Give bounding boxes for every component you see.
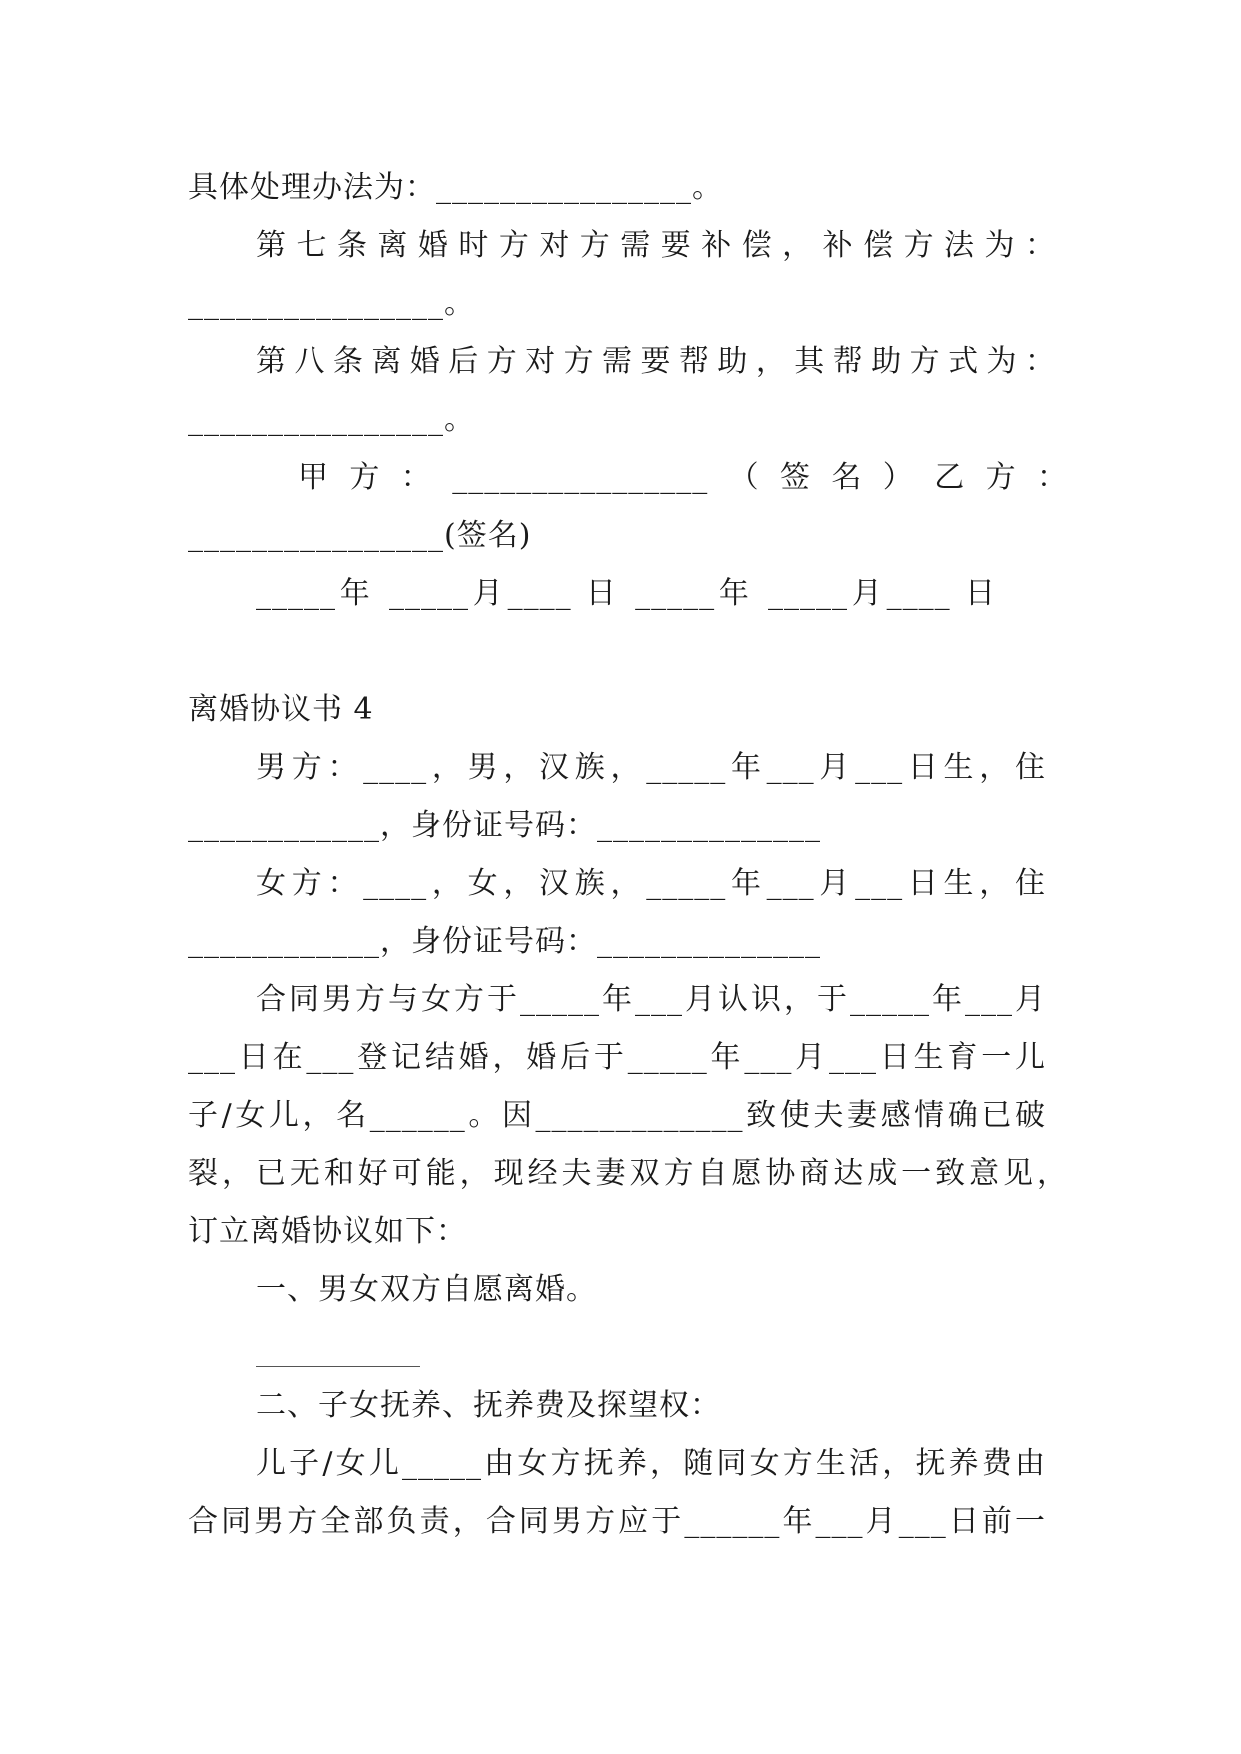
- paragraph-line: 子/女儿，名______。因_____________致使夫妻感情确已破: [188, 1098, 1046, 1133]
- female-party: 女方：____，女，汉族，_____年___月___日生，住: [256, 866, 1046, 901]
- section-title: 离婚协议书 4: [188, 692, 374, 727]
- separator-line: [256, 1366, 420, 1367]
- female-id-line: ____________，身份证号码：______________: [188, 924, 821, 959]
- date-line: _____年 _____月____ 日 _____年 _____月____ 日: [256, 576, 996, 611]
- text-line: 具体处理办法为：________________。: [188, 170, 723, 205]
- clause-1: 一、男女双方自愿离婚。: [256, 1272, 597, 1307]
- paragraph-line: 儿子/女儿_____由女方抚养，随同女方生活，抚养费由: [256, 1446, 1046, 1481]
- signature-line: 甲方：________________（签名）乙方：: [298, 460, 1068, 495]
- male-party: 男方：____，男，汉族，_____年___月___日生，住: [256, 750, 1046, 785]
- paragraph-line: 订立离婚协议如下：: [188, 1214, 467, 1249]
- clause-2-title: 二、子女抚养、抚养费及探望权：: [256, 1388, 721, 1423]
- paragraph-line: 裂，已无和好可能，现经夫妻双方自愿协商达成一致意见，: [188, 1156, 1068, 1191]
- paragraph-line: 合同男方全部负责，合同男方应于______年___月___日前一: [188, 1504, 1046, 1539]
- text-line: ________________。: [188, 402, 475, 437]
- text-line: ________________。: [188, 286, 475, 321]
- paragraph-line: ___日在___登记结婚，婚后于_____年___月___日生育一儿: [188, 1040, 1046, 1075]
- paragraph-line: 合同男方与女方于_____年___月认识，于_____年___月: [256, 982, 1046, 1017]
- article-8: 第八条离婚后方对方需要帮助，其帮助方式为：: [256, 344, 1056, 379]
- article-7: 第七条离婚时方对方需要补偿，补偿方法为：: [256, 228, 1056, 263]
- male-id-line: ____________，身份证号码：______________: [188, 808, 821, 843]
- signature-line-2: ________________(签名): [188, 518, 532, 553]
